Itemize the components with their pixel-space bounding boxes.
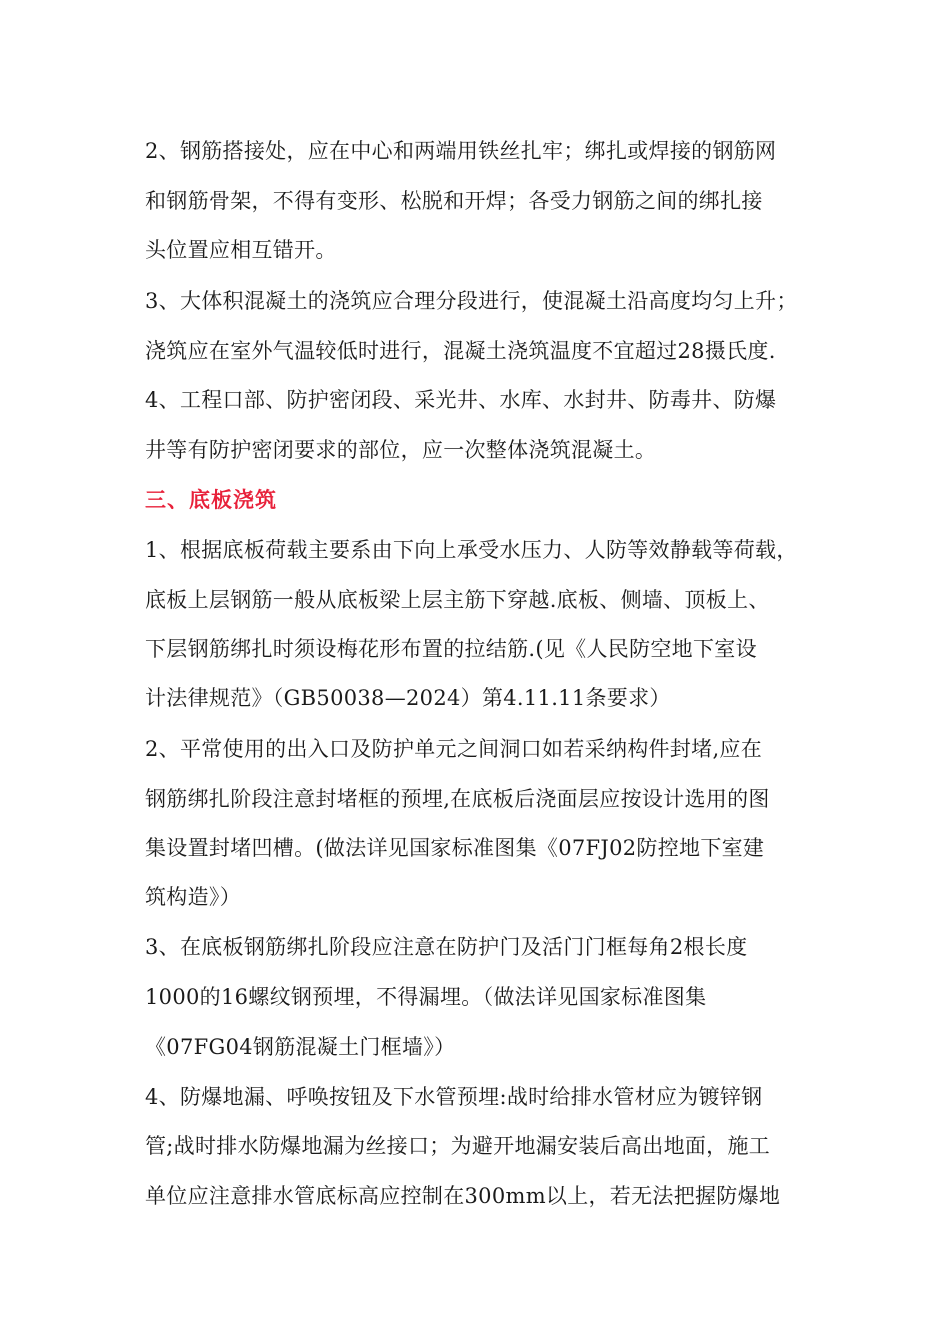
section3-item-2-line-4: 筑构造》） (145, 885, 241, 909)
section3-item-3-line-3: 《07FG04钢筋混凝土门框墙》） (145, 1035, 456, 1059)
section3-item-3-line-2: 1000的16螺纹钢预埋，不得漏埋。（做法详见国家标准图集 (145, 985, 707, 1009)
section3-item-3-line-1: 3、在底板钢筋绑扎阶段应注意在防护门及活门门框每角2根长度 (145, 935, 748, 959)
section3-item-2-line-2: 钢筋绑扎阶段注意封堵框的预埋,在底板后浇面层应按设计选用的图 (145, 787, 770, 811)
paragraph-4-line-2: 井等有防护密闭要求的部位，应一次整体浇筑混凝土。 (145, 438, 657, 462)
section3-item-1-line-2: 底板上层钢筋一般从底板梁上层主筋下穿越.底板、侧墙、顶板上、 (145, 588, 770, 612)
paragraph-3-line-2: 浇筑应在室外气温较低时进行，混凝土浇筑温度不宜超过28摄氏度. (145, 339, 776, 363)
section3-item-2-line-1: 2、平常使用的出入口及防护单元之间洞口如若采纳构件封堵,应在 (145, 737, 763, 761)
paragraph-4-line-1: 4、工程口部、防护密闭段、采光井、水库、水封井、防毒井、防爆 (145, 388, 777, 412)
section3-item-2-line-3: 集设置封堵凹槽。(做法详见国家标准图集《07FJ02防控地下室建 (145, 836, 765, 860)
section3-item-4-line-3: 单位应注意排水管底标高应控制在300mm以上，若无法把握防爆地 (145, 1184, 781, 1208)
section3-item-4-line-2: 管;战时排水防爆地漏为丝接口；为避开地漏安装后高出地面，施工 (145, 1134, 771, 1158)
section3-item-1-line-1: 1、根据底板荷载主要系由下向上承受水压力、人防等效静载等荷载， (145, 538, 798, 562)
section3-item-1-line-3: 下层钢筋绑扎时须设梅花形布置的拉结筋.(见《人民防空地下室设 (145, 637, 757, 661)
section-heading: 三、底板浇筑 (145, 488, 277, 512)
section3-item-1-line-4: 计法律规范》（GB50038—2024）第4.11.11条要求） (145, 686, 671, 710)
paragraph-2-line-2: 和钢筋骨架，不得有变形、松脱和开焊；各受力钢筋之间的绑扎接 (145, 189, 763, 213)
paragraph-2-line-1: 2、钢筋搭接处，应在中心和两端用铁丝扎牢；绑扎或焊接的钢筋网 (145, 139, 777, 163)
paragraph-2-line-3: 头位置应相互错开。 (145, 238, 337, 262)
paragraph-3-line-1: 3、大体积混凝土的浇筑应合理分段进行，使混凝土沿高度均匀上升； (145, 289, 798, 313)
section3-item-4-line-1: 4、防爆地漏、呼唤按钮及下水管预埋:战时给排水管材应为镀锌钢 (145, 1085, 763, 1109)
